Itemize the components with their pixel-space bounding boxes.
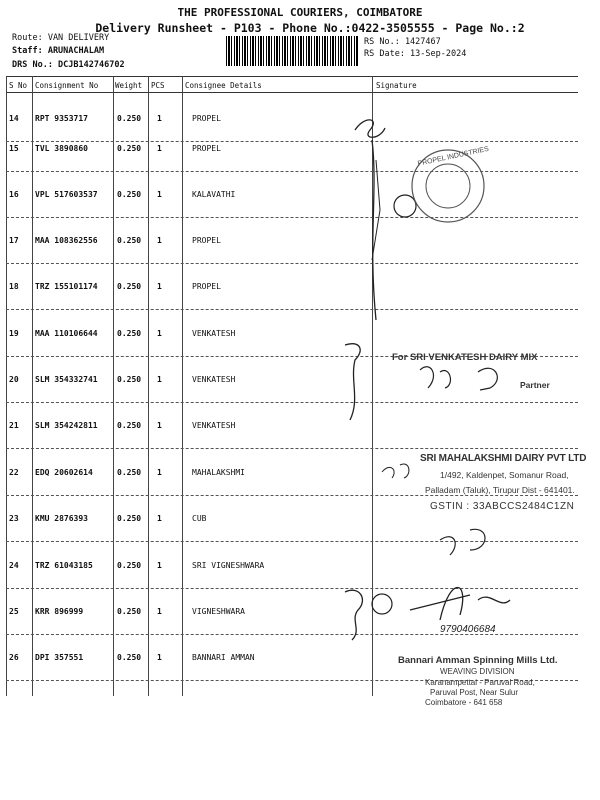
row-pcs: 1 xyxy=(157,329,162,338)
header-sno: S No xyxy=(9,81,28,90)
row-consignee: VIGNESHWARA xyxy=(192,607,245,616)
row-pcs: 1 xyxy=(157,282,162,291)
runsheet-subtitle: Delivery Runsheet - P103 - Phone No.:0422-3505555 - Page No.:2 xyxy=(95,21,525,35)
row-consignment-no: TRZ 155101174 xyxy=(35,282,98,291)
mahalakshmi-stamp-gstin: GSTIN : 33ABCCS2484C1ZN xyxy=(430,501,575,512)
row-sno: 17 xyxy=(9,236,19,245)
signature-stroke xyxy=(372,140,376,320)
row-consignee: VENKATESH xyxy=(192,329,236,338)
staff-label: Staff: ARUNACHALAM xyxy=(12,46,105,56)
row-weight: 0.250 xyxy=(117,236,142,245)
bannari-stamp-line1: Bannari Amman Spinning Mills Ltd. xyxy=(398,655,558,666)
row-consignment-no: SLM 354332741 xyxy=(35,375,98,384)
bannari-stamp-line3: Karanampettai - Paruval Road, xyxy=(425,678,535,687)
mahalakshmi-stamp-line2: 1/492, Kaldenpet, Somanur Road, xyxy=(440,470,569,480)
row-sno: 16 xyxy=(9,190,19,199)
row-pcs: 1 xyxy=(157,144,162,153)
row-weight: 0.250 xyxy=(117,561,142,570)
row-pcs: 1 xyxy=(157,236,162,245)
row-consignment-no: MAA 110106644 xyxy=(35,329,98,338)
header-pcs: PCS xyxy=(151,81,165,90)
header-signature: Signature xyxy=(376,81,417,90)
row-consignment-no: KMU 2876393 xyxy=(35,514,88,523)
row-consignee: KALAVATHI xyxy=(192,190,236,199)
bannari-stamp-line5: Coimbatore - 641 658 xyxy=(425,698,503,707)
row-weight: 0.250 xyxy=(117,282,142,291)
signature-stroke xyxy=(345,590,362,640)
row-sno: 14 xyxy=(9,114,19,123)
row-pcs: 1 xyxy=(157,190,162,199)
row-pcs: 1 xyxy=(157,561,162,570)
row-consignee: PROPEL xyxy=(192,236,221,245)
company-title: THE PROFESSIONAL COURIERS, COIMBATORE xyxy=(177,6,423,19)
row-consignee: CUB xyxy=(192,514,207,523)
row-pcs: 1 xyxy=(157,375,162,384)
row-weight: 0.250 xyxy=(117,468,142,477)
rs-number: RS No.: 1427467 xyxy=(364,37,441,47)
header-weight: Weight xyxy=(115,81,143,90)
row-consignee: PROPEL xyxy=(192,114,221,123)
route-label: Route: VAN DELIVERY xyxy=(12,33,110,43)
row-weight: 0.250 xyxy=(117,653,142,662)
mahalakshmi-stamp-line3: Palladam (Taluk), Tirupur Dist - 641401. xyxy=(425,485,575,495)
row-consignment-no: DPI 357551 xyxy=(35,653,84,662)
row-weight: 0.250 xyxy=(117,144,142,153)
row-pcs: 1 xyxy=(157,607,162,616)
row-sno: 23 xyxy=(9,514,19,523)
row-consignee: SRI VIGNESHWARA xyxy=(192,561,265,570)
row-sno: 20 xyxy=(9,375,19,384)
row-pcs: 1 xyxy=(157,653,162,662)
signature-loop xyxy=(372,594,392,614)
row-consignment-no: KRR 896999 xyxy=(35,607,84,616)
row-weight: 0.250 xyxy=(117,190,142,199)
row-weight: 0.250 xyxy=(117,114,142,123)
row-consignment-no: TVL 3890860 xyxy=(35,144,88,153)
row-consignment-no: VPL 517603537 xyxy=(35,190,98,199)
row-consignment-no: RPT 9353717 xyxy=(35,114,88,123)
venkatesh-stamp-line1: For SRI VENKATESH DAIRY MIX xyxy=(392,352,538,363)
row-sno: 26 xyxy=(9,653,19,662)
row-sno: 21 xyxy=(9,421,19,430)
row-consignee: VENKATESH xyxy=(192,421,236,430)
row-consignee: BANNARI AMMAN xyxy=(192,653,255,662)
signature-stroke xyxy=(382,464,409,478)
signature-stroke xyxy=(420,367,450,388)
row-pcs: 1 xyxy=(157,468,162,477)
signature-stroke xyxy=(345,344,360,420)
row-weight: 0.250 xyxy=(117,607,142,616)
row-pcs: 1 xyxy=(157,514,162,523)
row-sno: 19 xyxy=(9,329,19,338)
header-consignee: Consignee Details xyxy=(185,81,262,90)
row-weight: 0.250 xyxy=(117,375,142,384)
row-weight: 0.250 xyxy=(117,421,142,430)
row-sno: 15 xyxy=(9,144,19,153)
row-consignee: VENKATESH xyxy=(192,375,236,384)
signature-stroke xyxy=(355,120,385,137)
propel-seal-text: PROPEL INDUSTRIES xyxy=(417,145,490,168)
row-consignment-no: MAA 108362556 xyxy=(35,236,98,245)
row-pcs: 1 xyxy=(157,421,162,430)
propel-seal-inner xyxy=(426,164,470,208)
row-consignee: PROPEL xyxy=(192,144,221,153)
row-sno: 22 xyxy=(9,468,19,477)
row-consignment-no: EDQ 20602614 xyxy=(35,468,93,477)
row-consignment-no: TRZ 61043185 xyxy=(35,561,93,570)
row-consignee: MAHALAKSHMI xyxy=(192,468,245,477)
mahalakshmi-stamp-line1: SRI MAHALAKSHMI DAIRY PVT LTD xyxy=(420,453,587,464)
drs-number: DRS No.: DCJB142746702 xyxy=(12,60,125,70)
venkatesh-stamp-partner: Partner xyxy=(520,380,550,390)
row-weight: 0.250 xyxy=(117,514,142,523)
bannari-stamp-line2: WEAVING DIVISION xyxy=(440,667,515,676)
signature-stroke xyxy=(478,368,497,390)
signature-stroke xyxy=(410,588,510,621)
bannari-stamp-line4: Paruval Post, Near Sulur xyxy=(430,688,519,697)
row-pcs: 1 xyxy=(157,114,162,123)
row-consignment-no: SLM 354242811 xyxy=(35,421,98,430)
signature-stroke xyxy=(440,529,485,555)
row-sno: 24 xyxy=(9,561,19,570)
rs-date: RS Date: 13-Sep-2024 xyxy=(364,49,467,59)
row-weight: 0.250 xyxy=(117,329,142,338)
header-consignment: Consignment No xyxy=(35,81,99,90)
signature-loop xyxy=(394,195,416,217)
row-sno: 25 xyxy=(9,607,19,616)
row-sno: 18 xyxy=(9,282,19,291)
row-consignee: PROPEL xyxy=(192,282,221,291)
handwritten-phone: 9790406684 xyxy=(440,624,496,635)
